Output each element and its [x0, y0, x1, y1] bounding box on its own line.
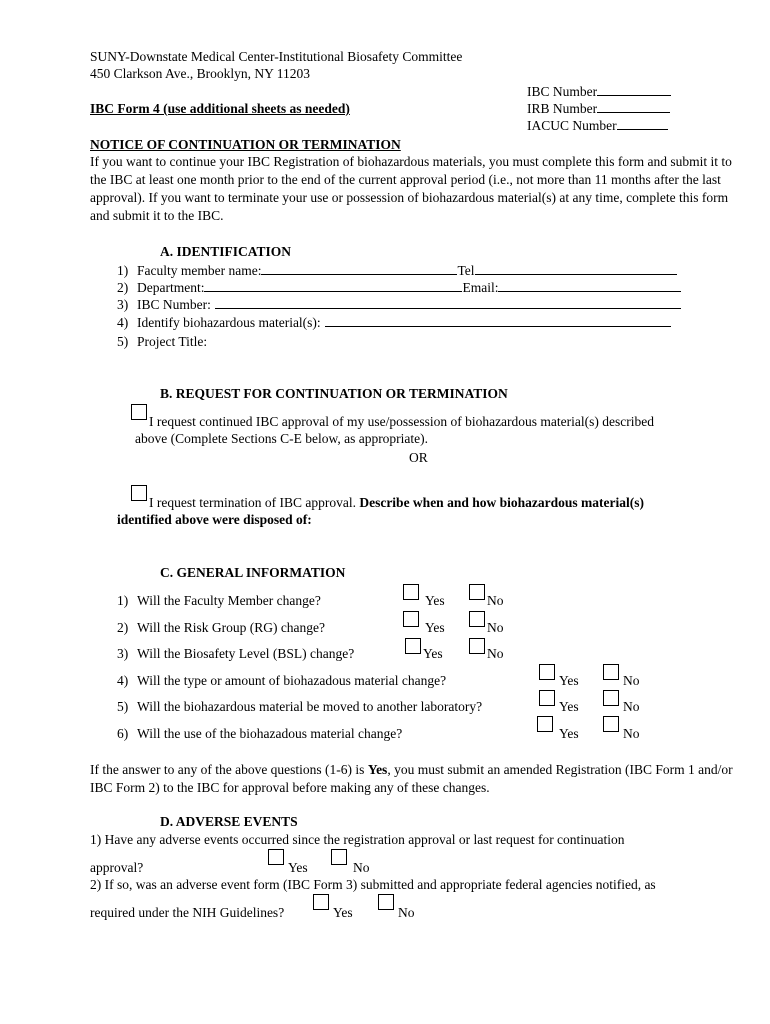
continue-text-line2: above (Complete Sections C-E below, as appropriate).: [135, 431, 429, 446]
q3-yes-checkbox[interactable]: [405, 638, 421, 654]
email-label: Email:: [462, 280, 499, 295]
q6-yes-checkbox[interactable]: [537, 716, 553, 732]
d2-yes-label: Yes: [333, 905, 353, 920]
q6-no-label: No: [623, 726, 640, 741]
question-text: Will the Faculty Member change?: [137, 593, 321, 608]
notice-title: NOTICE OF CONTINUATION OR TERMINATION: [90, 137, 401, 152]
d2-no-label: No: [398, 905, 415, 920]
ibc-number-row-blank[interactable]: [215, 295, 681, 309]
iacuc-number-blank[interactable]: [617, 116, 668, 130]
question-4: [117, 672, 446, 689]
question-3: [117, 645, 354, 662]
department-row: [117, 278, 681, 296]
section-d-title: D. ADVERSE EVENTS: [160, 814, 298, 829]
ibc-number-label: IBC Number: [527, 84, 598, 99]
q1-yes-label: Yes: [425, 593, 445, 608]
d1-yes-checkbox[interactable]: [268, 849, 284, 865]
question-text: Will the type or amount of biohazadous material change?: [137, 673, 447, 688]
iacuc-number-field[interactable]: [527, 116, 668, 134]
question-6: [117, 725, 402, 742]
adverse-q2-line1: 2) If so, was an adverse event form (IBC Form 3) submitted and appropriate federal agencies notified, as: [90, 877, 656, 892]
terminate-plain-text: I request termination of IBC approval.: [149, 495, 356, 510]
ibc-number-row: [117, 295, 681, 313]
adverse-q1-line2: approval?: [90, 860, 144, 875]
q6-yes-label: Yes: [559, 726, 579, 741]
question-number: 3): [117, 646, 129, 661]
question-text: Will the biohazardous material be moved to another laboratory?: [137, 699, 483, 714]
note-pre: If the answer to any of the above questions (1-6) is: [90, 762, 368, 777]
notice-text: If you want to continue your IBC Registration of biohazardous materials, you must complete this form and submit it to the IBC at least one month prior to the end of the current approval period (i.e., not more than 11 months after the last approval). If you want to terminate your use or possession of biohazardous material(s) at any time, complete this form and submit it to the IBC.: [90, 154, 732, 223]
question-text: Will the Risk Group (RG) change?: [137, 620, 326, 635]
continue-text-line1: I request continued IBC approval of my use/possession of biohazardous material(s) described: [149, 414, 654, 429]
faculty-name-row: [117, 261, 677, 279]
q3-yes-label: Yes: [423, 646, 443, 661]
q5-no-label: No: [623, 699, 640, 714]
ibc-number-label: IBC Number:: [137, 297, 211, 312]
q2-no-checkbox[interactable]: [469, 611, 485, 627]
terminate-checkbox[interactable]: [131, 485, 147, 501]
department-blank[interactable]: [204, 278, 462, 292]
q4-no-checkbox[interactable]: [603, 664, 619, 680]
q3-no-label: No: [487, 646, 504, 661]
or-divider: OR: [409, 450, 428, 465]
biohazard-material-label: Identify biohazardous material(s):: [137, 315, 321, 330]
item-number: 4): [117, 315, 129, 330]
faculty-name-blank[interactable]: [261, 261, 457, 275]
continue-checkbox[interactable]: [131, 404, 147, 420]
ibc-number-blank[interactable]: [597, 82, 671, 96]
tel-label: Tel: [457, 263, 475, 278]
email-blank[interactable]: [498, 278, 681, 292]
q1-no-checkbox[interactable]: [469, 584, 485, 600]
q5-yes-label: Yes: [559, 699, 579, 714]
q2-yes-checkbox[interactable]: [403, 611, 419, 627]
section-a-title: A. IDENTIFICATION: [160, 244, 292, 259]
question-text: Will the use of the biohazadous material change?: [137, 726, 403, 741]
irb-number-label: IRB Number: [527, 101, 598, 116]
item-number: 3): [117, 297, 129, 312]
section-b-title: B. REQUEST FOR CONTINUATION OR TERMINATION: [160, 386, 508, 401]
iacuc-number-label: IACUC Number: [527, 118, 617, 133]
question-2: [117, 619, 325, 636]
department-label: Department:: [137, 280, 205, 295]
irb-number-blank[interactable]: [597, 99, 670, 113]
tel-blank[interactable]: [475, 261, 677, 275]
item-number: 2): [117, 280, 129, 295]
section-c-title: C. GENERAL INFORMATION: [160, 565, 346, 580]
terminate-bold-text: Describe when and how biohazardous material(s): [359, 495, 644, 510]
question-5: [117, 698, 482, 715]
item-number: 1): [117, 263, 129, 278]
institution-line: SUNY-Downstate Medical Center-Institutional Biosafety Committee: [90, 49, 463, 64]
note-post: , you must submit an amended Registration (IBC Form 1 and/or IBC Form 2) to the IBC for approval before making any of these changes.: [90, 762, 733, 795]
institution-address: 450 Clarkson Ave., Brooklyn, NY 11203: [90, 66, 310, 81]
q4-yes-label: Yes: [559, 673, 579, 688]
d1-yes-label: Yes: [288, 860, 308, 875]
q5-yes-checkbox[interactable]: [539, 690, 555, 706]
item-number: 5): [117, 334, 129, 349]
form-title: IBC Form 4 (use additional sheets as needed): [90, 101, 350, 116]
q2-no-label: No: [487, 620, 504, 635]
q6-no-checkbox[interactable]: [603, 716, 619, 732]
note-bold: Yes: [367, 762, 388, 777]
q4-no-label: No: [623, 673, 640, 688]
adverse-q1-line1: 1) Have any adverse events occurred since the registration approval or last request for continuation: [90, 832, 625, 847]
terminate-bold-text-line2: identified above were disposed of:: [117, 512, 312, 527]
q2-yes-label: Yes: [425, 620, 445, 635]
d2-yes-checkbox[interactable]: [313, 894, 329, 910]
project-title-label: Project Title:: [137, 334, 208, 349]
question-number: 2): [117, 620, 129, 635]
ibc-number-field[interactable]: [527, 82, 671, 100]
question-number: 1): [117, 593, 129, 608]
section-c-note: [90, 761, 740, 797]
biohazard-material-row: [117, 313, 671, 331]
irb-number-field[interactable]: [527, 99, 670, 117]
project-title-row: [117, 333, 207, 350]
d1-no-label: No: [353, 860, 370, 875]
q3-no-checkbox[interactable]: [469, 638, 485, 654]
question-number: 5): [117, 699, 129, 714]
biohazard-material-blank[interactable]: [325, 313, 671, 327]
question-number: 6): [117, 726, 129, 741]
question-text: Will the Biosafety Level (BSL) change?: [137, 646, 355, 661]
terminate-text: [149, 494, 644, 511]
faculty-name-label: Faculty member name:: [137, 263, 262, 278]
q1-no-label: No: [487, 593, 504, 608]
q5-no-checkbox[interactable]: [603, 690, 619, 706]
question-number: 4): [117, 673, 129, 688]
question-1: [117, 592, 321, 609]
d1-no-checkbox[interactable]: [331, 849, 347, 865]
q4-yes-checkbox[interactable]: [539, 664, 555, 680]
adverse-q2-line2: required under the NIH Guidelines?: [90, 905, 285, 920]
d2-no-checkbox[interactable]: [378, 894, 394, 910]
q1-yes-checkbox[interactable]: [403, 584, 419, 600]
